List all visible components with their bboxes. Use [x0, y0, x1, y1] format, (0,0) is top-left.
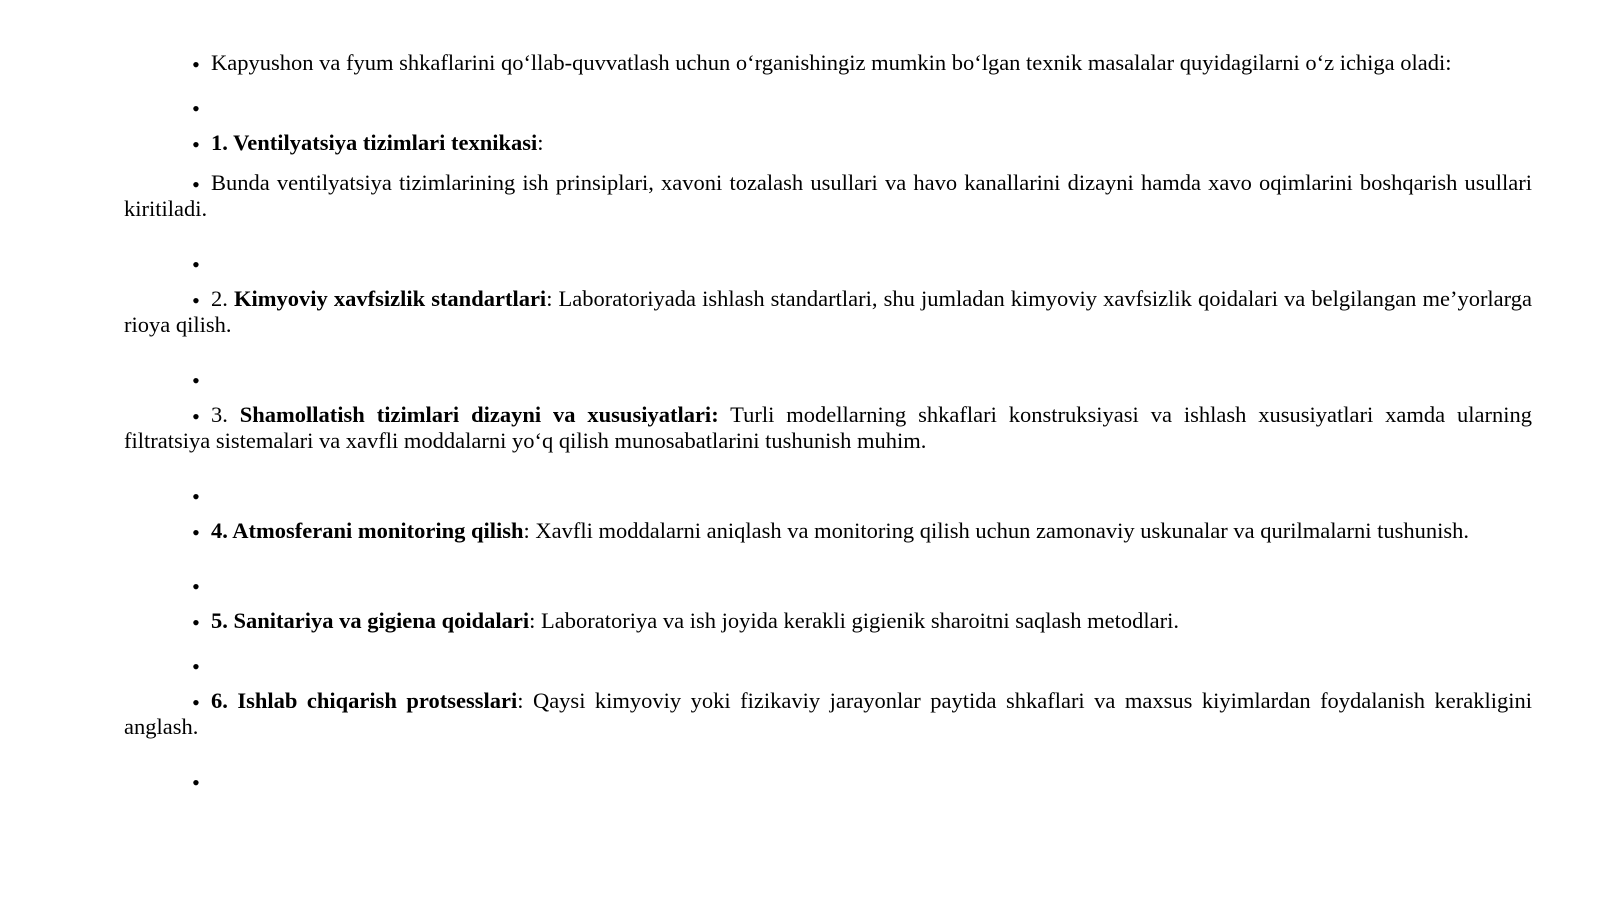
bullet-icon: •	[192, 610, 200, 635]
list-item-ventilation-heading	[124, 130, 1532, 156]
empty-list-item	[124, 362, 1532, 393]
item-number: 2.	[211, 286, 234, 311]
item-text: Kapyushon va fyum shkaflarini qo‘llab-quvvatlash uchun o‘rganishingiz mumkin bo‘lgan texnik masalalar quyidagilarni o‘z ichiga oladi:	[211, 50, 1452, 75]
bullet-icon: •	[192, 252, 200, 277]
bullet-icon: •	[192, 770, 200, 795]
item-text: : Xavfli moddalarni aniqlash va monitoring qilish uchun zamonaviy uskunalar va qurilmalarni tushunish.	[523, 518, 1469, 543]
bullet-icon: •	[192, 288, 200, 313]
empty-list-item	[124, 648, 1532, 679]
item-heading: Shamollatish tizimlari dizayni va xususiyatlari:	[239, 402, 719, 427]
item-text: : Laboratoriyada ishlash standartlari, shu jumladan kimyoviy xavfsizlik qoidalari va belgilangan me’yorlarga rioya qilish.	[124, 286, 1532, 337]
item-heading: 1. Ventilyatsiya tizimlari texnikasi	[211, 130, 538, 155]
empty-list-item	[124, 764, 1532, 795]
empty-list-item	[124, 246, 1532, 277]
list-item-sanitation	[124, 608, 1532, 634]
item-number: 3.	[211, 402, 240, 427]
item-text: Turli modellarning shkaflari konstruksiyasi va ishlash xususiyatlari xamda ularning filtratsiya sistemalari va xavfli moddalarni yo‘q qilish munosabatlarini tushunish muhim.	[124, 402, 1532, 453]
list-item-chemical-safety	[124, 286, 1532, 338]
bullet-icon: •	[192, 484, 200, 509]
list-item-production	[124, 688, 1532, 740]
item-text: Bunda ventilyatsiya tizimlarining ish prinsiplari, xavoni tozalash usullari va havo kanallarini dizayni hamda xavo oqimlarini boshqarish usullari kiritiladi.	[124, 170, 1532, 221]
empty-list-item	[124, 90, 1532, 121]
bullet-icon: •	[192, 404, 200, 429]
list-item-atmosphere	[124, 518, 1532, 544]
item-heading: Kimyoviy xavfsizlik standartlari	[233, 286, 547, 311]
bullet-icon: •	[192, 96, 200, 121]
item-heading: 4. Atmosferani monitoring qilish	[211, 518, 524, 543]
list-item-ventilation-body	[124, 170, 1532, 222]
bullet-icon: •	[192, 132, 200, 157]
item-heading: 6. Ishlab chiqarish protsesslari	[211, 688, 518, 713]
bullet-icon: •	[192, 690, 200, 715]
bullet-icon: •	[192, 172, 200, 197]
empty-list-item	[124, 478, 1532, 509]
item-heading: 5. Sanitariya va gigiena qoidalari	[211, 608, 530, 633]
list-item-intro	[124, 50, 1532, 76]
bullet-icon: •	[192, 368, 200, 393]
bullet-list	[124, 50, 1532, 795]
bullet-icon: •	[192, 654, 200, 679]
item-text: : Laboratoriya va ish joyida kerakli gigienik sharoitni saqlash metodlari.	[529, 608, 1179, 633]
bullet-icon: •	[192, 520, 200, 545]
item-text: :	[537, 130, 544, 155]
list-item-design	[124, 402, 1532, 454]
item-text: : Qaysi kimyoviy yoki fizikaviy jarayonlar paytida shkaflari va maxsus kiyimlardan foydalanish kerakligini anglash.	[124, 688, 1532, 739]
empty-list-item	[124, 568, 1532, 599]
bullet-icon: •	[192, 574, 200, 599]
bullet-icon: •	[192, 52, 200, 77]
